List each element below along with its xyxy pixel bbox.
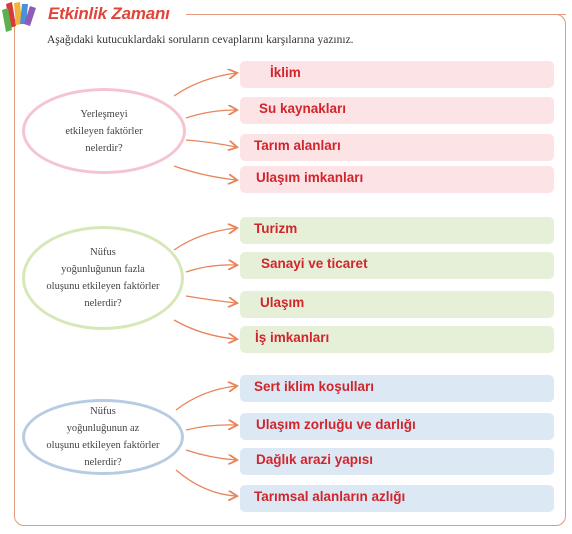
arrow-icon <box>186 425 236 430</box>
arrow-icon <box>174 320 236 339</box>
question-3-line-4: nelerdir? <box>84 457 122 468</box>
arrow-icon <box>186 110 236 118</box>
question-2-line-3: oluşunu etkileyen faktörler <box>46 281 160 292</box>
activity-title: Etkinlik Zamanı <box>48 4 170 23</box>
arrow-icon <box>174 228 236 250</box>
arrow-icon <box>186 140 236 147</box>
question-2-line-1: Nüfus <box>90 247 116 258</box>
instruction-text: Aşağıdaki kutucuklardaki soruların cevaplarını karşılarına yazınız. <box>47 34 354 46</box>
answer-text: Su kaynakları <box>259 101 347 116</box>
arrow-icon <box>186 265 236 272</box>
answer-text: Ulaşım imkanları <box>256 170 364 185</box>
answer-text: Tarım alanları <box>254 138 341 153</box>
answer-text: Ulaşım <box>260 295 305 310</box>
answer-text: İş imkanları <box>255 330 330 345</box>
answer-text: Sanayi ve ticaret <box>261 256 368 271</box>
answer-text: Sert iklim koşulları <box>254 379 375 394</box>
arrow-icon <box>186 450 236 460</box>
arrow-icon <box>176 386 236 410</box>
answer-text: Dağlık arazi yapısı <box>256 452 374 467</box>
arrow-icon <box>186 296 236 303</box>
arrow-icon <box>174 166 236 180</box>
answer-text: Tarımsal alanların azlığı <box>254 489 406 504</box>
answer-text: İklim <box>270 65 301 80</box>
question-1-line-3: nelerdir? <box>85 142 123 154</box>
question-2-line-2: yoğunluğunun fazla <box>61 264 145 275</box>
question-2-line-4: nelerdir? <box>84 298 122 309</box>
question-3-line-2: yoğunluğunun az <box>66 423 140 434</box>
answer-text: Ulaşım zorluğu ve darlığı <box>256 417 416 432</box>
question-1-line-1: Yerleşmeyi <box>80 108 128 120</box>
question-1-line-2: etkileyen faktörler <box>65 125 143 137</box>
question-3-line-3: oluşunu etkileyen faktörler <box>46 440 160 451</box>
question-3-line-1: Nüfus <box>90 406 116 417</box>
answer-text: Turizm <box>254 221 298 236</box>
arrow-icon <box>176 470 236 496</box>
arrow-icon <box>174 73 236 96</box>
